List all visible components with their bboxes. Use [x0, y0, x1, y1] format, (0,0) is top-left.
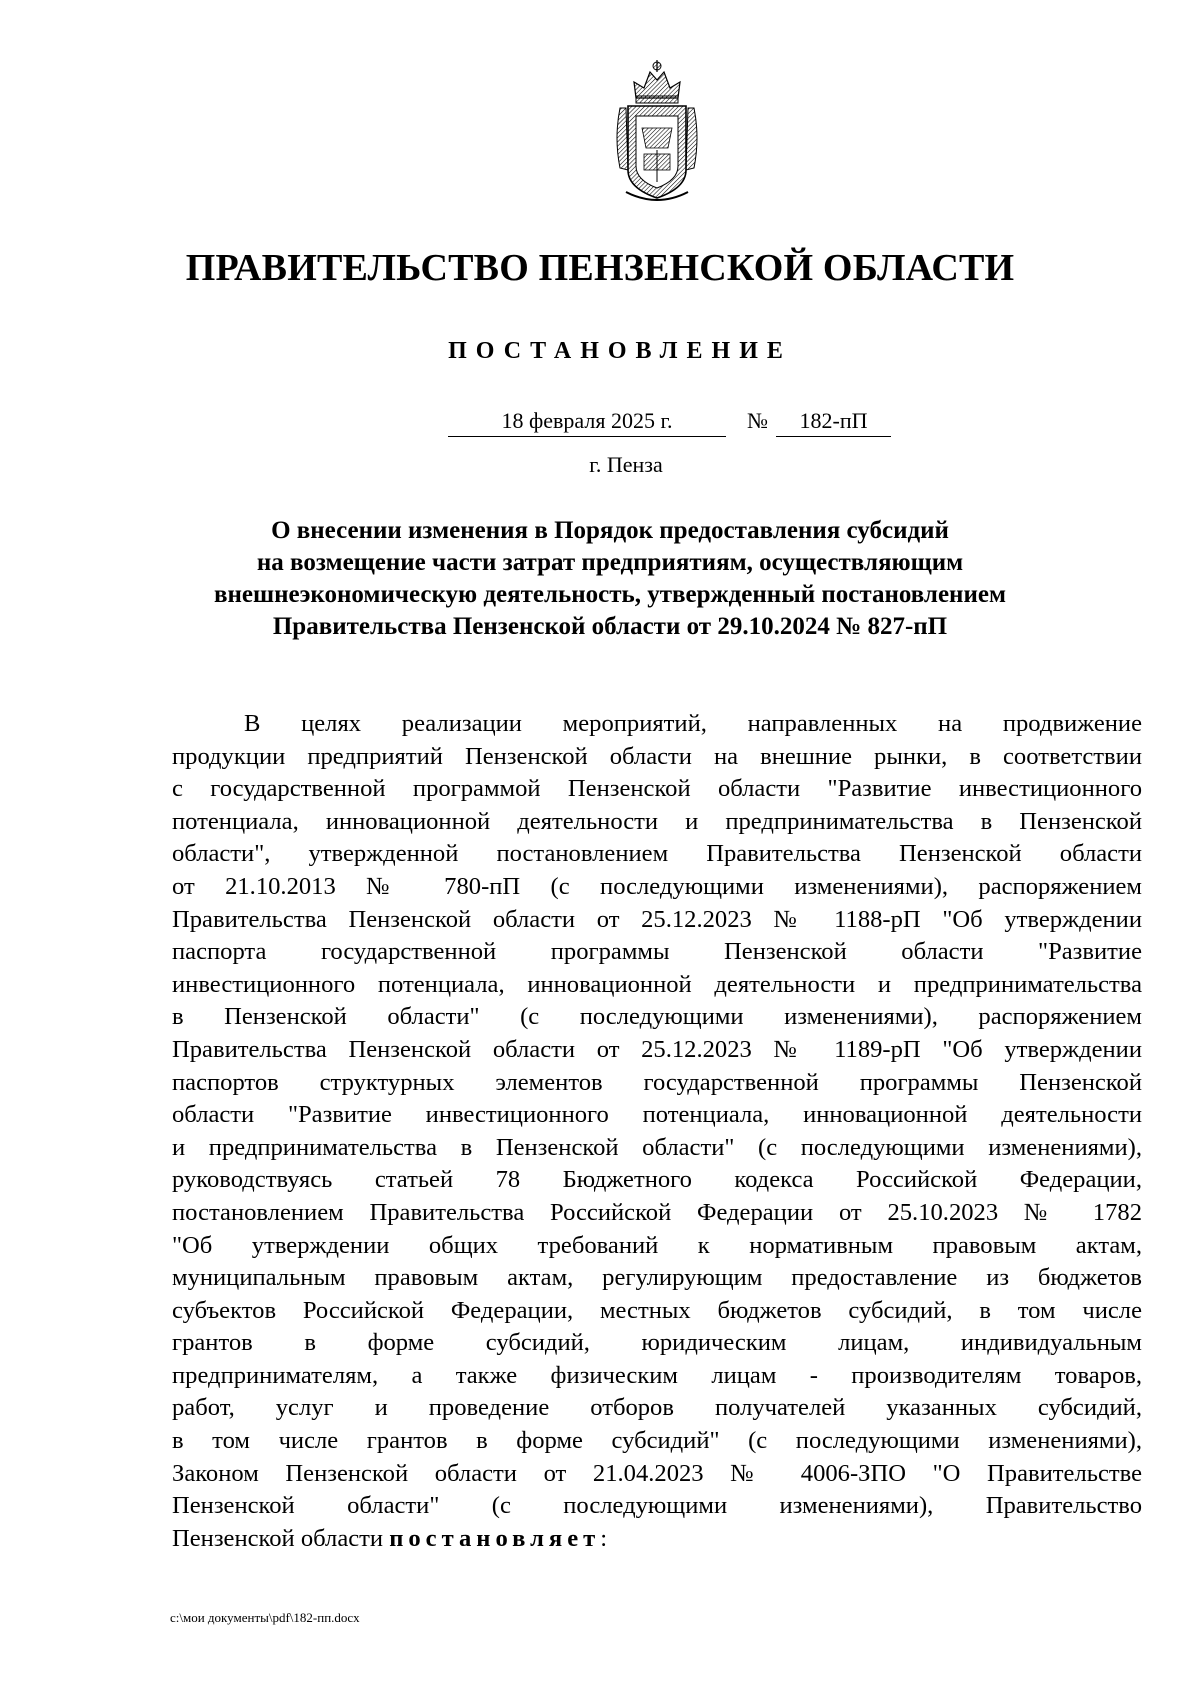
document-type: ПОСТАНОВЛЕНИЕ — [448, 338, 792, 364]
body-line: грантов в форме субсидий, юридическим лицам, индивидуальным — [172, 1329, 1142, 1357]
title-line: внешнеэкономическую деятельность, утвержденный постановлением — [214, 581, 1006, 608]
body-line: Законом Пензенской области от 21.04.2023 № 4006-ЗПО "О Правительстве — [172, 1459, 1142, 1487]
document-city: г. Пенза — [589, 452, 663, 477]
body-line: паспорта государственной программы Пензенской области "Развитие — [172, 938, 1142, 966]
body-last-lead: Пензенской области — [172, 1524, 390, 1552]
body-line: руководствуясь статьей 78 Бюджетного кодекса Российской Федерации, — [172, 1166, 1142, 1194]
body-line: и предпринимательства в Пензенской области" (с последующими изменениями), — [172, 1133, 1142, 1161]
body-line: "Об утверждении общих требований к нормативным правовым актам, — [172, 1231, 1142, 1259]
body-line: области", утвержденной постановлением Правительства Пензенской области — [172, 840, 1142, 868]
document-date: 18 февраля 2025 г. — [448, 406, 726, 437]
body-line: с государственной программой Пензенской области "Развитие инвестиционного — [172, 775, 1142, 803]
organization-title: ПРАВИТЕЛЬСТВО ПЕНЗЕНСКОЙ ОБЛАСТИ — [185, 247, 1015, 289]
body-line: потенциала, инновационной деятельности и предпринимательства в Пензенской — [172, 807, 1142, 835]
body-line: постановлением Правительства Российской Федерации от 25.10.2023 № 1782 — [172, 1198, 1142, 1226]
body-line: работ, услуг и проведение отборов получателей указанных субсидий, — [172, 1394, 1142, 1422]
body-line: в Пензенской области" (с последующими изменениями), распоряжением — [172, 1003, 1142, 1031]
body-line: паспортов структурных элементов государственной программы Пензенской — [172, 1068, 1142, 1096]
body-line: субъектов Российской Федерации, местных бюджетов субсидий, в том числе — [172, 1296, 1142, 1324]
footer-file-path: c:\мои документы\pdf\182-пп.docx — [170, 1610, 360, 1625]
title-line: на возмещение части затрат предприятиям, осуществляющим — [256, 549, 964, 576]
body-line: муниципальным правовым актам, регулирующим предоставление из бюджетов — [172, 1264, 1142, 1292]
body-line: Пензенской области" (с последующими изменениями), Правительство — [172, 1492, 1142, 1520]
body-line: продукции предприятий Пензенской области на внешние рынки, в соответствии — [172, 742, 1142, 770]
penza-region-coat-of-arms-icon — [612, 58, 702, 208]
body-line: области "Развитие инвестиционного потенциала, инновационной деятельности — [172, 1101, 1142, 1129]
document-body — [172, 708, 1142, 1555]
body-line: Правительства Пензенской области от 25.12.2023 № 1188-рП "Об утверждении — [172, 905, 1142, 933]
number-sign: № — [747, 408, 768, 433]
document-title — [170, 515, 1050, 643]
body-line: инвестиционного потенциала, инновационной деятельности и предпринимательства — [172, 970, 1142, 998]
body-line: предпринимателям, а также физическим лицам - производителям товаров, — [172, 1361, 1142, 1389]
document-number: 182-пП — [776, 406, 891, 437]
body-last-tail: : — [600, 1524, 608, 1552]
body-line: Правительства Пензенской области от 25.12.2023 № 1189-рП "Об утверждении — [172, 1035, 1142, 1063]
body-line: в том числе грантов в форме субсидий" (с последующими изменениями), — [172, 1427, 1142, 1455]
title-line: О внесении изменения в Порядок предоставления субсидий — [271, 517, 949, 544]
body-line: В целях реализации мероприятий, направленных на продвижение — [244, 710, 1142, 737]
body-last-line — [172, 1523, 1142, 1556]
title-line: Правительства Пензенской области от 29.10.2024 № 827-пП — [272, 613, 948, 640]
resolve-word: постановляет — [389, 1524, 601, 1552]
body-line: от 21.10.2013 № 780-пП (с последующими изменениями), распоряжением — [172, 872, 1142, 900]
